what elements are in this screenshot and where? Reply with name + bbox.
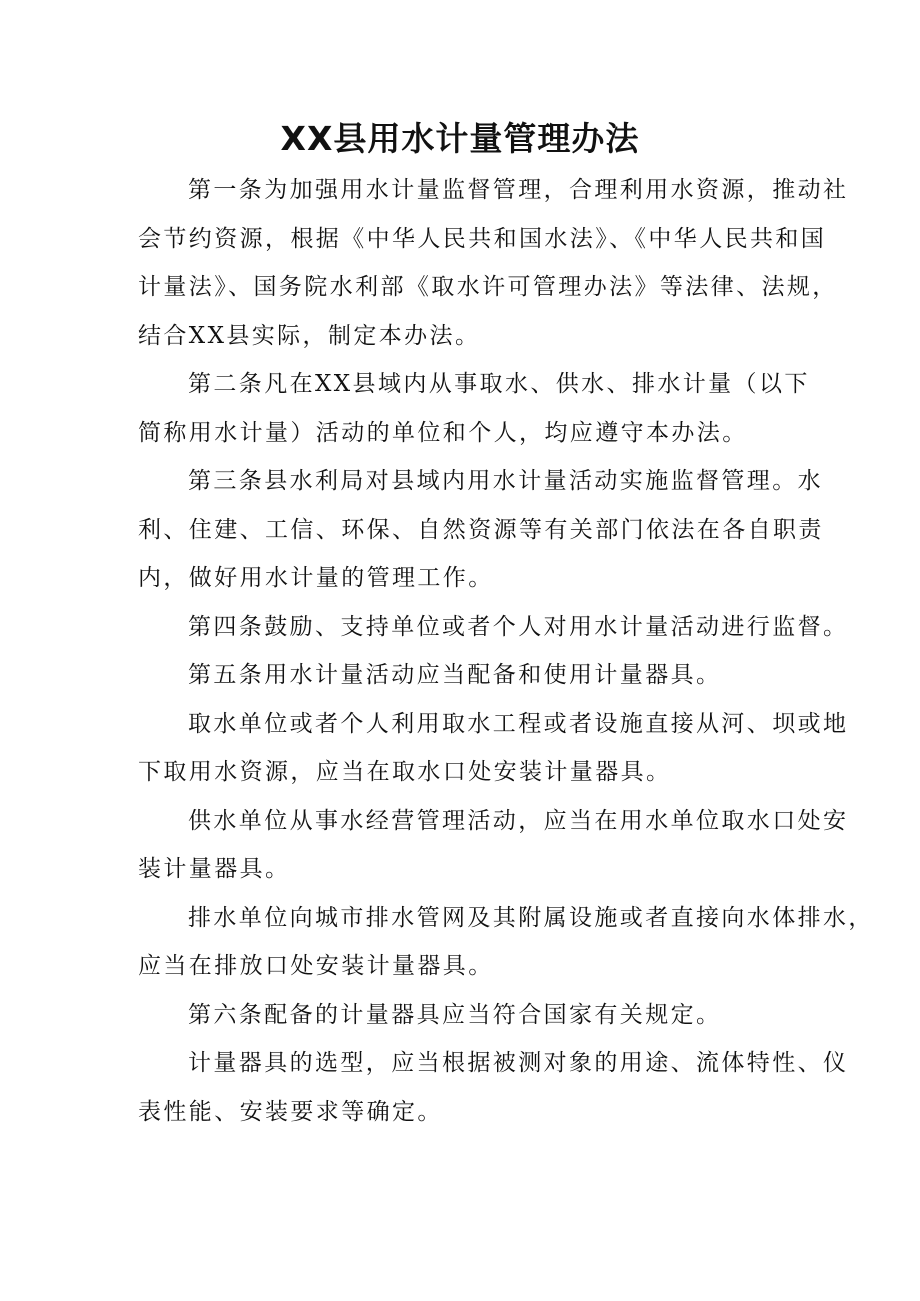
document-title: XX县用水计量管理办法: [280, 119, 640, 158]
text-line: 第三条县水利局对县域内用水计量活动实施监督管理。水: [188, 468, 823, 494]
text-line: 简称用水计量）活动的单位和个人，均应遵守本办法。: [138, 419, 748, 446]
text-line: 下取用水资源，应当在取水口处安装计量器具。: [138, 759, 672, 785]
paragraph-article-6: [138, 991, 798, 1040]
text-line: 会节约资源，根据《中华人民共和国水法》、《中华人民共和国: [138, 225, 827, 252]
paragraph-article-1: [138, 166, 849, 360]
text-line: 第五条用水计量活动应当配备和使用计量器具。: [188, 662, 722, 688]
text-line: 第二条凡在XX县域内从事取水、供水、排水计量（以下: [188, 371, 810, 397]
paragraph-article-4: [138, 603, 849, 652]
text-line: 排水单位向城市排水管网及其附属设施或者直接向水体排水，: [188, 904, 874, 931]
text-line: 第一条为加强用水计量监督管理，合理利用水资源，推动社: [188, 177, 849, 203]
paragraph-drainage-units: [138, 894, 874, 991]
text-line: 计量器具的选型，应当根据被测对象的用途、流体特性、仪: [188, 1050, 849, 1076]
text-line: 结合XX县实际，制定本办法。: [138, 322, 481, 349]
text-line: 供水单位从事水经营管理活动，应当在用水单位取水口处安: [188, 807, 849, 834]
text-line: 第四条鼓励、支持单位或者个人对用水计量活动进行监督。: [188, 613, 849, 640]
document-body: [138, 166, 874, 1136]
paragraph-intake-units: [138, 700, 849, 797]
text-line: 装计量器具。: [138, 856, 291, 882]
paragraph-article-5: [138, 651, 798, 700]
text-line: 应当在排放口处安装计量器具。: [138, 953, 494, 979]
text-line: 利、住建、工信、环保、自然资源等有关部门依法在各自职责: [138, 516, 824, 543]
text-line: 内，做好用水计量的管理工作。: [138, 565, 494, 591]
text-line: 计量法》、国务院水利部《取水许可管理办法》等法律、法规，: [138, 274, 838, 300]
text-line: 取水单位或者个人利用取水工程或者设施直接从河、坝或地: [188, 710, 849, 737]
paragraph-instrument-selection: [138, 1039, 849, 1136]
text-line: 第六条配备的计量器具应当符合国家有关规定。: [188, 1001, 722, 1028]
paragraph-article-3: [138, 457, 824, 603]
paragraph-article-2: [138, 360, 810, 457]
text-line: 表性能、安装要求等确定。: [138, 1098, 443, 1125]
paragraph-supply-units: [138, 797, 849, 894]
